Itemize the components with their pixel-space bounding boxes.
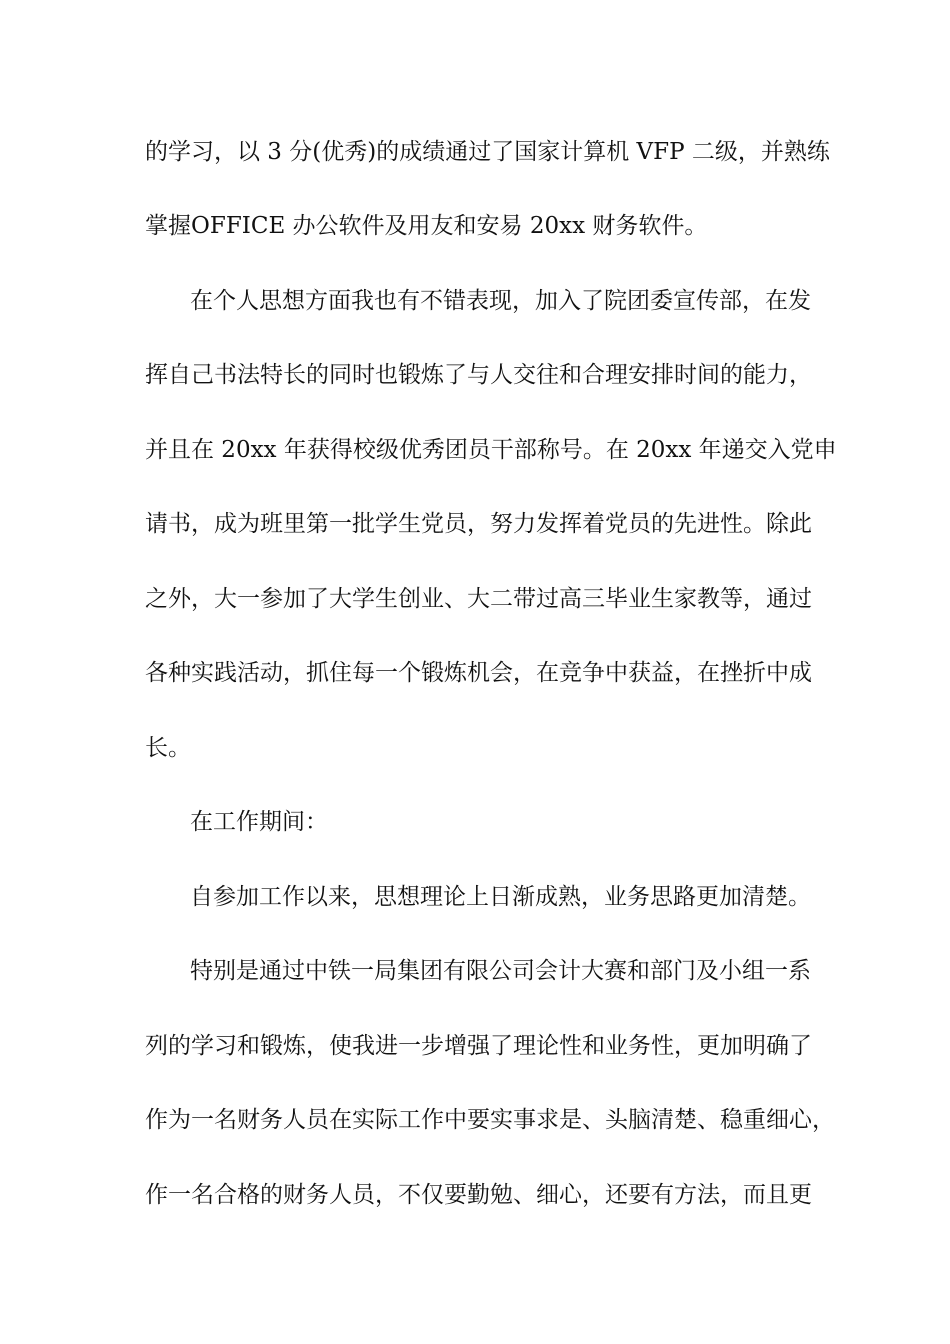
text-line-12: 特别是通过中铁一局集团有限公司会计大赛和部门及小组一系	[190, 958, 811, 984]
text-line-9: 长。	[145, 735, 191, 761]
text-line-13: 列的学习和锻炼，使我进一步增强了理论性和业务性，更加明确了	[145, 1033, 812, 1059]
text-line-6: 请书，成为班里第一批学生党员，努力发挥着党员的先进性。除此	[145, 511, 812, 537]
text-line-1: 的学习，以 3 分(优秀)的成绩通过了国家计算机 VFP 二级，并熟练	[145, 139, 830, 165]
text-line-7: 之外，大一参加了大学生创业、大二带过高三毕业生家教等，通过	[145, 586, 812, 612]
text-line-15: 作一名合格的财务人员，不仅要勤勉、细心，还要有方法，而且更	[145, 1182, 812, 1208]
text-line-4: 挥自己书法特长的同时也锻炼了与人交往和合理安排时间的能力，	[145, 362, 812, 388]
text-line-3: 在个人思想方面我也有不错表现，加入了院团委宣传部，在发	[190, 288, 811, 314]
text-line-14: 作为一名财务人员在实际工作中要实事求是、头脑清楚、稳重细心，	[145, 1107, 835, 1133]
text-line-10: 在工作期间：	[190, 809, 328, 835]
text-line-2: 掌握OFFICE 办公软件及用友和安易 20xx 财务软件。	[145, 213, 708, 239]
text-line-11: 自参加工作以来，思想理论上日渐成熟，业务思路更加清楚。	[190, 884, 811, 910]
text-line-5: 并且在 20xx 年获得校级优秀团员干部称号。在 20xx 年递交入党申	[145, 437, 837, 463]
text-line-8: 各种实践活动，抓住每一个锻炼机会，在竞争中获益，在挫折中成	[145, 660, 812, 686]
